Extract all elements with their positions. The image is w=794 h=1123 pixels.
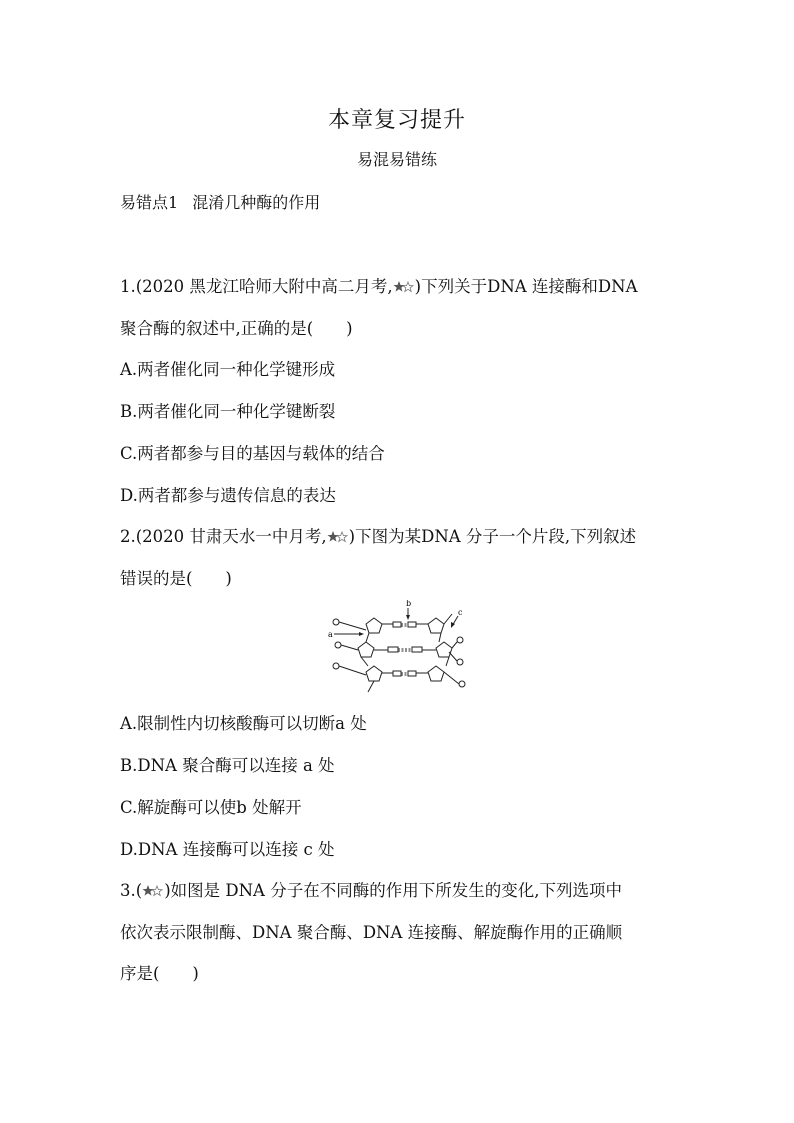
q2-source: 2.(2020 甘肃天水一中月考,: [120, 527, 327, 546]
phosphate-circle: [457, 659, 463, 665]
q2-option-c: C.解旋酶可以使b 处解开: [120, 798, 302, 817]
q1-stem-line1: [120, 273, 638, 297]
q1-option-d: D.两者都参与遗传信息的表达: [120, 486, 336, 505]
sugar-pentagon: [358, 642, 374, 657]
q1-option-c: C.两者都参与目的基因与载体的结合: [120, 444, 385, 463]
dna-fragment-diagram: [326, 600, 478, 696]
q1-option-a: A.两者催化同一种化学键形成: [120, 360, 336, 379]
sugar-pentagon: [366, 618, 382, 633]
q3-stem-line3: 序是( ): [120, 964, 199, 983]
difficulty-stars-icon: [393, 280, 415, 294]
difficulty-stars-icon: [142, 884, 164, 898]
section-label: 易错点1: [120, 193, 179, 212]
phosphate-circle: [459, 681, 465, 687]
label-a: a: [328, 630, 333, 639]
phosphate-circle: [333, 619, 339, 625]
label-c: c: [458, 608, 463, 617]
q2-stem-line1: [120, 523, 636, 547]
q2-stem-line2: 错误的是( ): [120, 569, 232, 588]
phosphate-circle: [333, 663, 339, 669]
phosphate-circle: [457, 637, 463, 643]
sugar-pentagon: [366, 666, 382, 681]
q3-stem-line1: [120, 877, 622, 901]
q3-stem-line2: 依次表示限制酶、DNA 聚合酶、DNA 连接酶、解旋酶作用的正确顺: [120, 923, 623, 942]
q1-stem-line2: 聚合酶的叙述中,正确的是( ): [120, 319, 353, 338]
q2-option-a: A.限制性内切核酸酶可以切断a 处: [120, 714, 367, 733]
q1-source: 1.(2020 黑龙江哈师大附中高二月考,: [120, 277, 393, 296]
q2-stem-text: )下图为某DNA 分子一个片段,下列叙述: [348, 527, 637, 546]
page-subtitle: 易混易错练: [356, 150, 437, 169]
label-b: b: [406, 600, 412, 608]
q3-stem-text: )如图是 DNA 分子在不同酶的作用下所发生的变化,下列选项中: [164, 881, 622, 900]
sugar-pentagon: [428, 666, 444, 681]
phosphate-circle: [335, 642, 341, 648]
q1-option-b: B.两者催化同一种化学键断裂: [120, 402, 336, 421]
q1-stem-text: )下列关于DNA 连接酶和DNA: [414, 277, 638, 296]
q2-option-b: B.DNA 聚合酶可以连接 a 处: [120, 756, 335, 775]
q3-number: 3.(: [120, 881, 143, 900]
section-text: 混淆几种酶的作用: [192, 193, 321, 212]
section-heading: [120, 190, 320, 213]
page-title: 本章复习提升: [327, 108, 466, 133]
q2-option-d: D.DNA 连接酶可以连接 c 处: [120, 840, 335, 859]
sugar-pentagon: [428, 618, 444, 633]
sugar-pentagon: [436, 642, 452, 657]
difficulty-stars-icon: [327, 530, 349, 544]
